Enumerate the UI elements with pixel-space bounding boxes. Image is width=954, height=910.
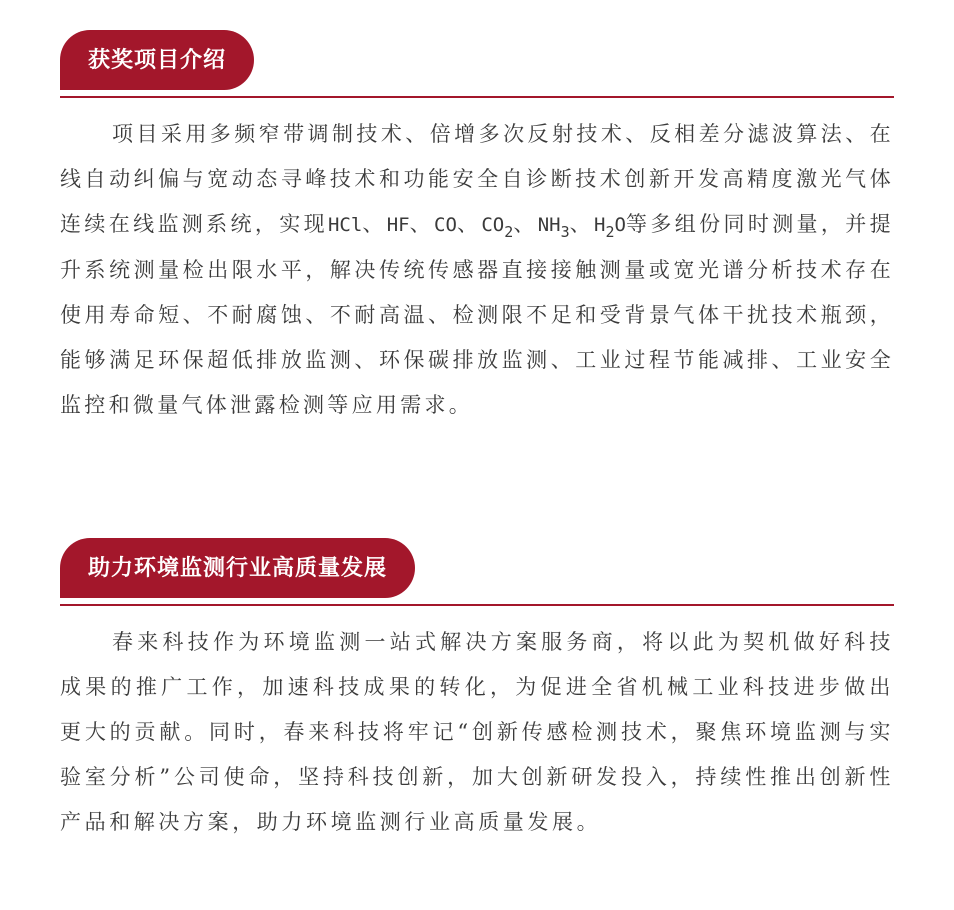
heading-divider	[60, 96, 894, 98]
chem-co2	[481, 214, 514, 241]
chem-co2-base: CO	[481, 214, 505, 236]
separator: 、	[513, 212, 538, 236]
separator: 、	[409, 212, 435, 236]
chem-co2-subscript: 2	[504, 223, 514, 241]
chem-nh3-base: NH	[537, 214, 561, 236]
paragraph-text-tail: 等多组份同时测量，并提升系统测量检出限水平，解决传统传感器直接接触测量或宽光谱分析技术存在使用寿命短、不耐腐蚀、不耐高温、检测限不足和受背景气体干扰技术瓶颈，能够满足环保超低排放监测、环保碳排放监测、工业过程节能减排、工业安全监控和微量气体泄露检测等应用需求。	[60, 212, 894, 417]
heading-divider	[60, 604, 894, 606]
chem-co: CO	[434, 214, 457, 236]
section-heading: 获奖项目介绍	[60, 30, 254, 90]
section-heading: 助力环境监测行业高质量发展	[60, 538, 415, 598]
paragraph-text-lead: 项目采用多频窄带调制技术、倍增多次反射技术、反相差分滤波算法、在线自动纠偏与宽动态寻峰技术和功能安全自诊断技术创新开发高精度激光气体连续在线监测系统，实现	[60, 122, 894, 236]
chem-h2o-end: O	[614, 214, 626, 236]
chem-nh3	[537, 214, 570, 241]
section-paragraph: 春来科技作为环境监测一站式解决方案服务商，将以此为契机做好科技成果的推广工作，加速科技成果的转化，为促进全省机械工业科技进步做出更大的贡献。同时，春来科技将牢记“创新传感检测技术，聚焦环境监测与实验室分析”公司使命，坚持科技创新，加大创新研发投入，持续性推出创新性产品和解决方案，助力环境监测行业高质量发展。	[60, 630, 894, 834]
section-award-project	[60, 30, 894, 428]
chem-h2o-base: H	[594, 214, 606, 236]
section-industry-development	[60, 538, 894, 845]
separator: 、	[569, 212, 595, 236]
section-paragraph	[60, 112, 894, 428]
separator: 、	[456, 212, 482, 236]
chem-nh3-subscript: 3	[560, 223, 570, 241]
chem-h2o	[594, 214, 626, 241]
separator: 、	[362, 212, 387, 236]
chem-hf: HF	[386, 214, 410, 236]
chem-hcl: HCl	[327, 214, 363, 236]
chem-h2o-subscript: 2	[605, 223, 615, 241]
